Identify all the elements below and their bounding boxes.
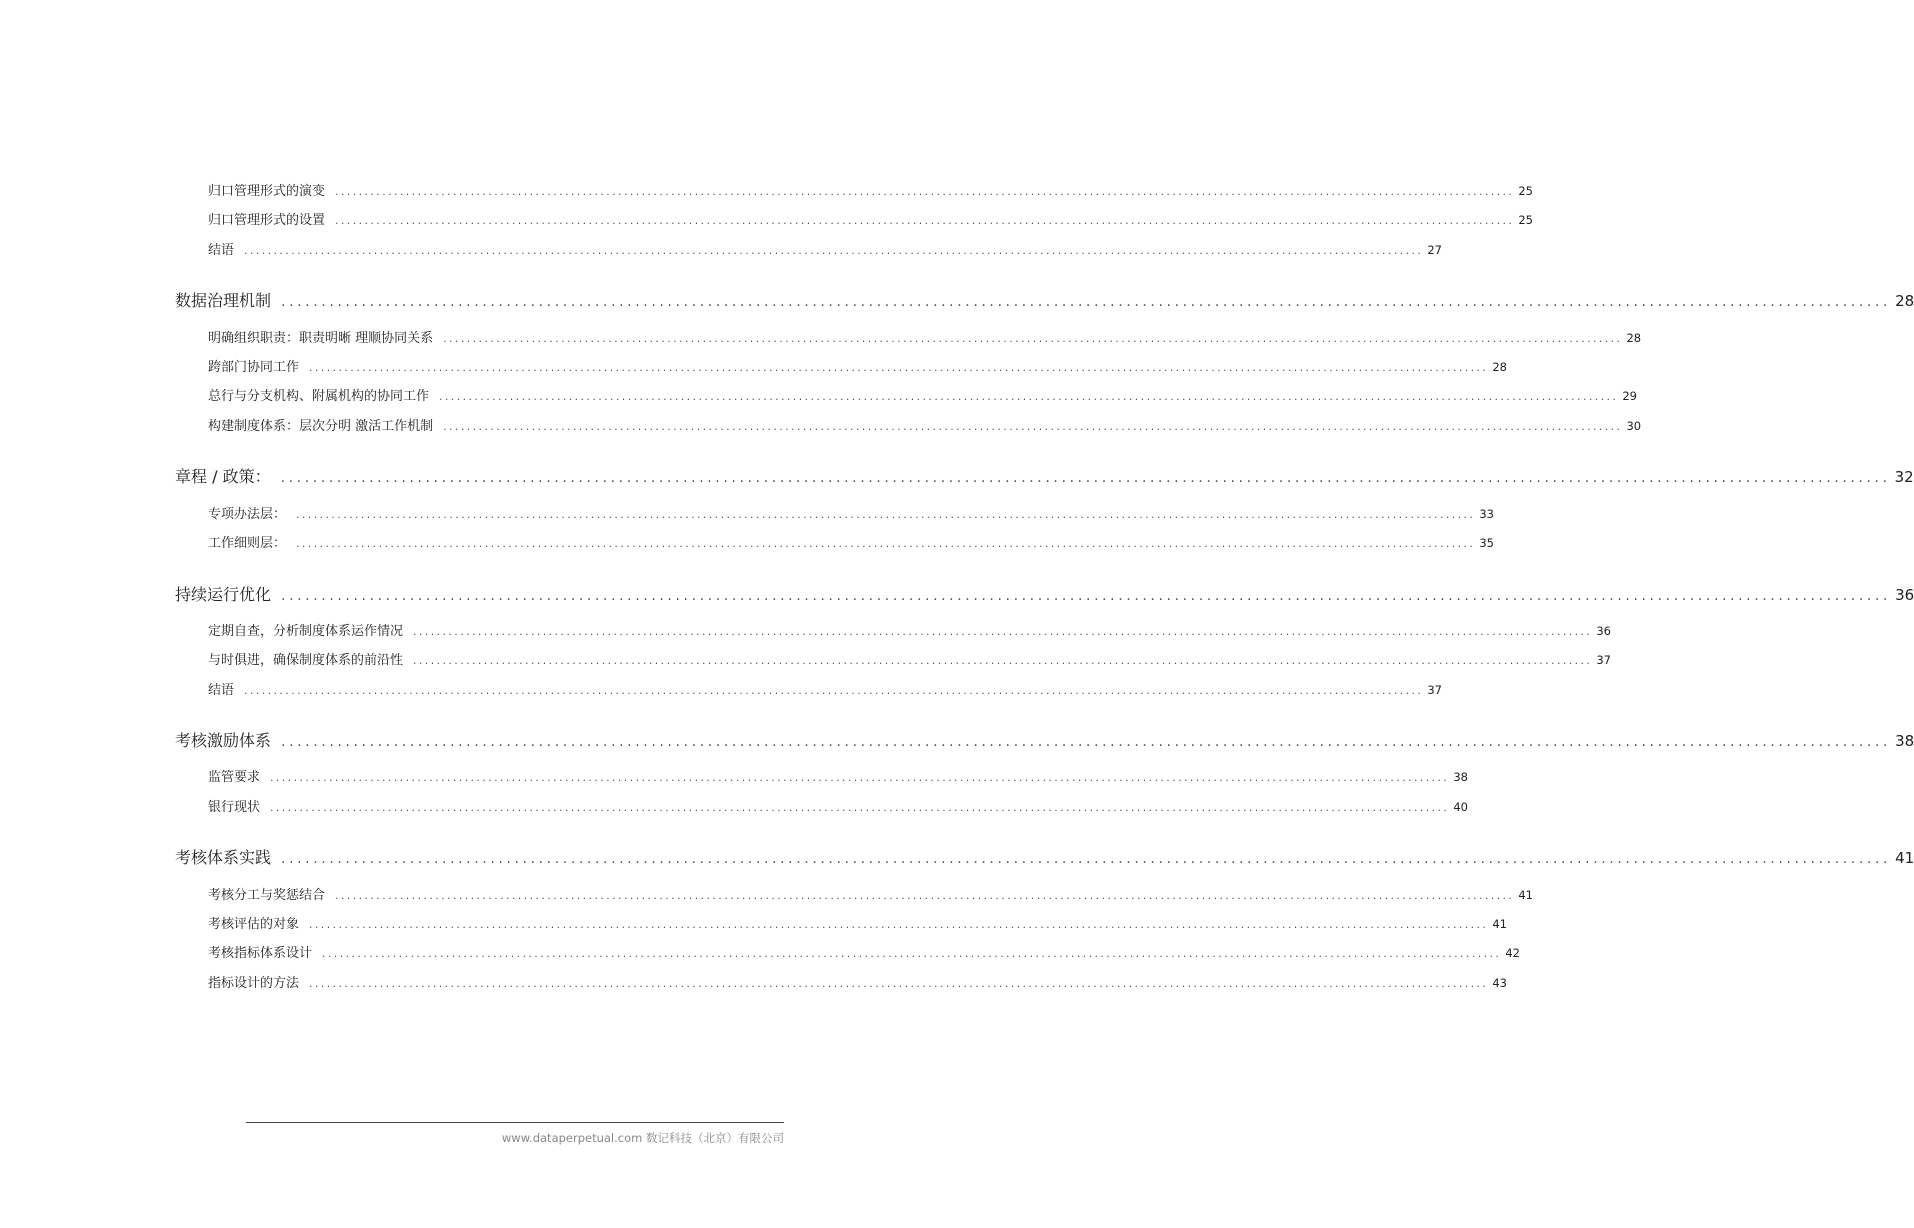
toc-dot-leader: ........................................................................................................................................................................................................	[309, 977, 1489, 990]
toc-dot-leader: ........................................................................................................................................................................................................	[244, 244, 1424, 257]
toc-page-number: 35	[1479, 536, 1494, 550]
toc-section-entry[interactable]	[175, 728, 1914, 751]
toc-dot-leader: ........................................................................................................................................................................................................	[443, 420, 1623, 433]
toc-entry-title: 归口管理形式的设置	[208, 213, 326, 228]
toc-entry-title: 章程 / 政策：	[175, 467, 271, 486]
toc-dot-leader: ........................................................................................................................................................................................................	[281, 734, 1892, 750]
toc-subsection-entry[interactable]	[208, 327, 1642, 346]
toc-subsection-entry[interactable]	[208, 649, 1611, 668]
toc-subsection-entry[interactable]	[208, 503, 1494, 522]
toc-page-number: 41	[1492, 917, 1507, 931]
toc-page-number: 41	[1518, 888, 1533, 902]
toc-page-number: 25	[1518, 184, 1533, 198]
toc-entry-title: 银行现状	[208, 800, 261, 815]
toc-dot-leader: ........................................................................................................................................................................................................	[270, 771, 1450, 784]
toc-subsection-entry[interactable]	[208, 913, 1507, 932]
toc-entry-title: 监管要求	[208, 770, 261, 785]
toc-section-entry[interactable]	[175, 582, 1914, 605]
toc-page-number: 41	[1895, 849, 1914, 867]
toc-page-number: 42	[1505, 946, 1520, 960]
toc-page-number: 38	[1895, 732, 1914, 750]
toc-entry-title: 明确组织职责：职责明晰 理顺协同关系	[208, 331, 434, 346]
toc-dot-leader: ........................................................................................................................................................................................................	[335, 889, 1515, 902]
toc-dot-leader: ........................................................................................................................................................................................................	[443, 332, 1623, 345]
toc-page-number: 28	[1895, 292, 1914, 310]
toc-entry-title: 指标设计的方法	[208, 976, 300, 991]
toc-dot-leader: ........................................................................................................................................................................................................	[281, 588, 1892, 604]
toc-entry-title: 考核指标体系设计	[208, 946, 313, 961]
toc-subsection-entry[interactable]	[208, 620, 1611, 639]
toc-entry-title: 跨部门协同工作	[208, 360, 300, 375]
toc-entry-title: 结语	[208, 683, 235, 698]
toc-subsection-entry[interactable]	[208, 209, 1533, 228]
toc-dot-leader: ........................................................................................................................................................................................................	[439, 390, 1619, 403]
toc-page-number: 40	[1453, 800, 1468, 814]
toc-entry-title: 总行与分支机构、附属机构的协同工作	[208, 389, 430, 404]
toc-subsection-entry[interactable]	[208, 796, 1468, 815]
toc-page-number: 37	[1596, 653, 1611, 667]
toc-page-number: 37	[1427, 683, 1442, 697]
footer-text: www.dataperpetual.com 数记科技（北京）有限公司	[501, 1131, 784, 1145]
toc-dot-leader: ........................................................................................................................................................................................................	[335, 214, 1515, 227]
toc-dot-leader: ........................................................................................................................................................................................................	[413, 654, 1593, 667]
toc-subsection-entry[interactable]	[208, 766, 1468, 785]
toc-page-number: 28	[1492, 360, 1507, 374]
toc-subsection-entry[interactable]	[208, 356, 1507, 375]
toc-dot-leader: ........................................................................................................................................................................................................	[281, 851, 1892, 867]
toc-subsection-entry[interactable]	[208, 972, 1507, 991]
toc-subsection-entry[interactable]	[208, 942, 1520, 961]
toc-page-number: 28	[1626, 331, 1642, 345]
toc-page-number: 32	[1894, 468, 1914, 486]
toc-page-number: 29	[1622, 389, 1637, 403]
toc-entry-title: 工作细则层：	[208, 536, 287, 551]
toc-entry-title: 考核体系实践	[175, 848, 272, 867]
toc-dot-leader: ........................................................................................................................................................................................................	[322, 947, 1502, 960]
toc-subsection-entry[interactable]	[208, 532, 1494, 551]
toc-entry-title: 归口管理形式的演变	[208, 184, 326, 199]
toc-entry-title: 与时俱进，确保制度体系的前沿性	[208, 653, 404, 668]
toc-dot-leader: ........................................................................................................................................................................................................	[309, 361, 1489, 374]
toc-entry-title: 结语	[208, 243, 235, 258]
toc-subsection-entry[interactable]	[208, 884, 1533, 903]
toc-subsection-entry[interactable]	[208, 679, 1442, 698]
toc-entry-title: 考核激励体系	[175, 731, 272, 750]
toc-dot-leader: ........................................................................................................................................................................................................	[280, 470, 1891, 486]
toc-page-number: 38	[1453, 770, 1468, 784]
toc-dot-leader: ........................................................................................................................................................................................................	[270, 801, 1450, 814]
toc-dot-leader: ........................................................................................................................................................................................................	[335, 185, 1515, 198]
toc-dot-leader: ........................................................................................................................................................................................................	[296, 537, 1476, 550]
toc-dot-leader: ........................................................................................................................................................................................................	[309, 918, 1489, 931]
toc-section-entry[interactable]	[175, 845, 1914, 868]
toc-page-number: 33	[1479, 507, 1494, 521]
toc-entry-title: 数据治理机制	[175, 291, 272, 310]
toc-page-number: 36	[1596, 624, 1611, 638]
toc-page-number: 36	[1895, 586, 1914, 604]
toc-dot-leader: ........................................................................................................................................................................................................	[281, 294, 1892, 310]
toc-page-number: 27	[1427, 243, 1442, 257]
toc-entry-title: 构建制度体系：层次分明 激活工作机制	[208, 419, 434, 434]
toc-page-number: 30	[1626, 419, 1642, 433]
toc-section-entry[interactable]	[175, 464, 1914, 487]
toc-page-number: 25	[1518, 213, 1533, 227]
toc-entry-title: 考核分工与奖惩结合	[208, 888, 326, 903]
toc-subsection-entry[interactable]	[208, 239, 1442, 258]
toc-dot-leader: ........................................................................................................................................................................................................	[296, 508, 1476, 521]
toc-section-entry[interactable]	[175, 288, 1914, 311]
toc-dot-leader: ........................................................................................................................................................................................................	[413, 625, 1593, 638]
toc-entry-title: 持续运行优化	[175, 585, 272, 604]
toc-subsection-entry[interactable]	[208, 385, 1637, 404]
toc-page-number: 43	[1492, 976, 1507, 990]
footer-divider	[246, 1122, 784, 1123]
toc-entry-title: 专项办法层：	[208, 507, 287, 522]
toc-dot-leader: ........................................................................................................................................................................................................	[244, 684, 1424, 697]
toc-entry-title: 考核评估的对象	[208, 917, 300, 932]
toc-entry-title: 定期自查，分析制度体系运作情况	[208, 624, 404, 639]
toc-subsection-entry[interactable]	[208, 415, 1642, 434]
toc-subsection-entry[interactable]	[208, 180, 1533, 199]
